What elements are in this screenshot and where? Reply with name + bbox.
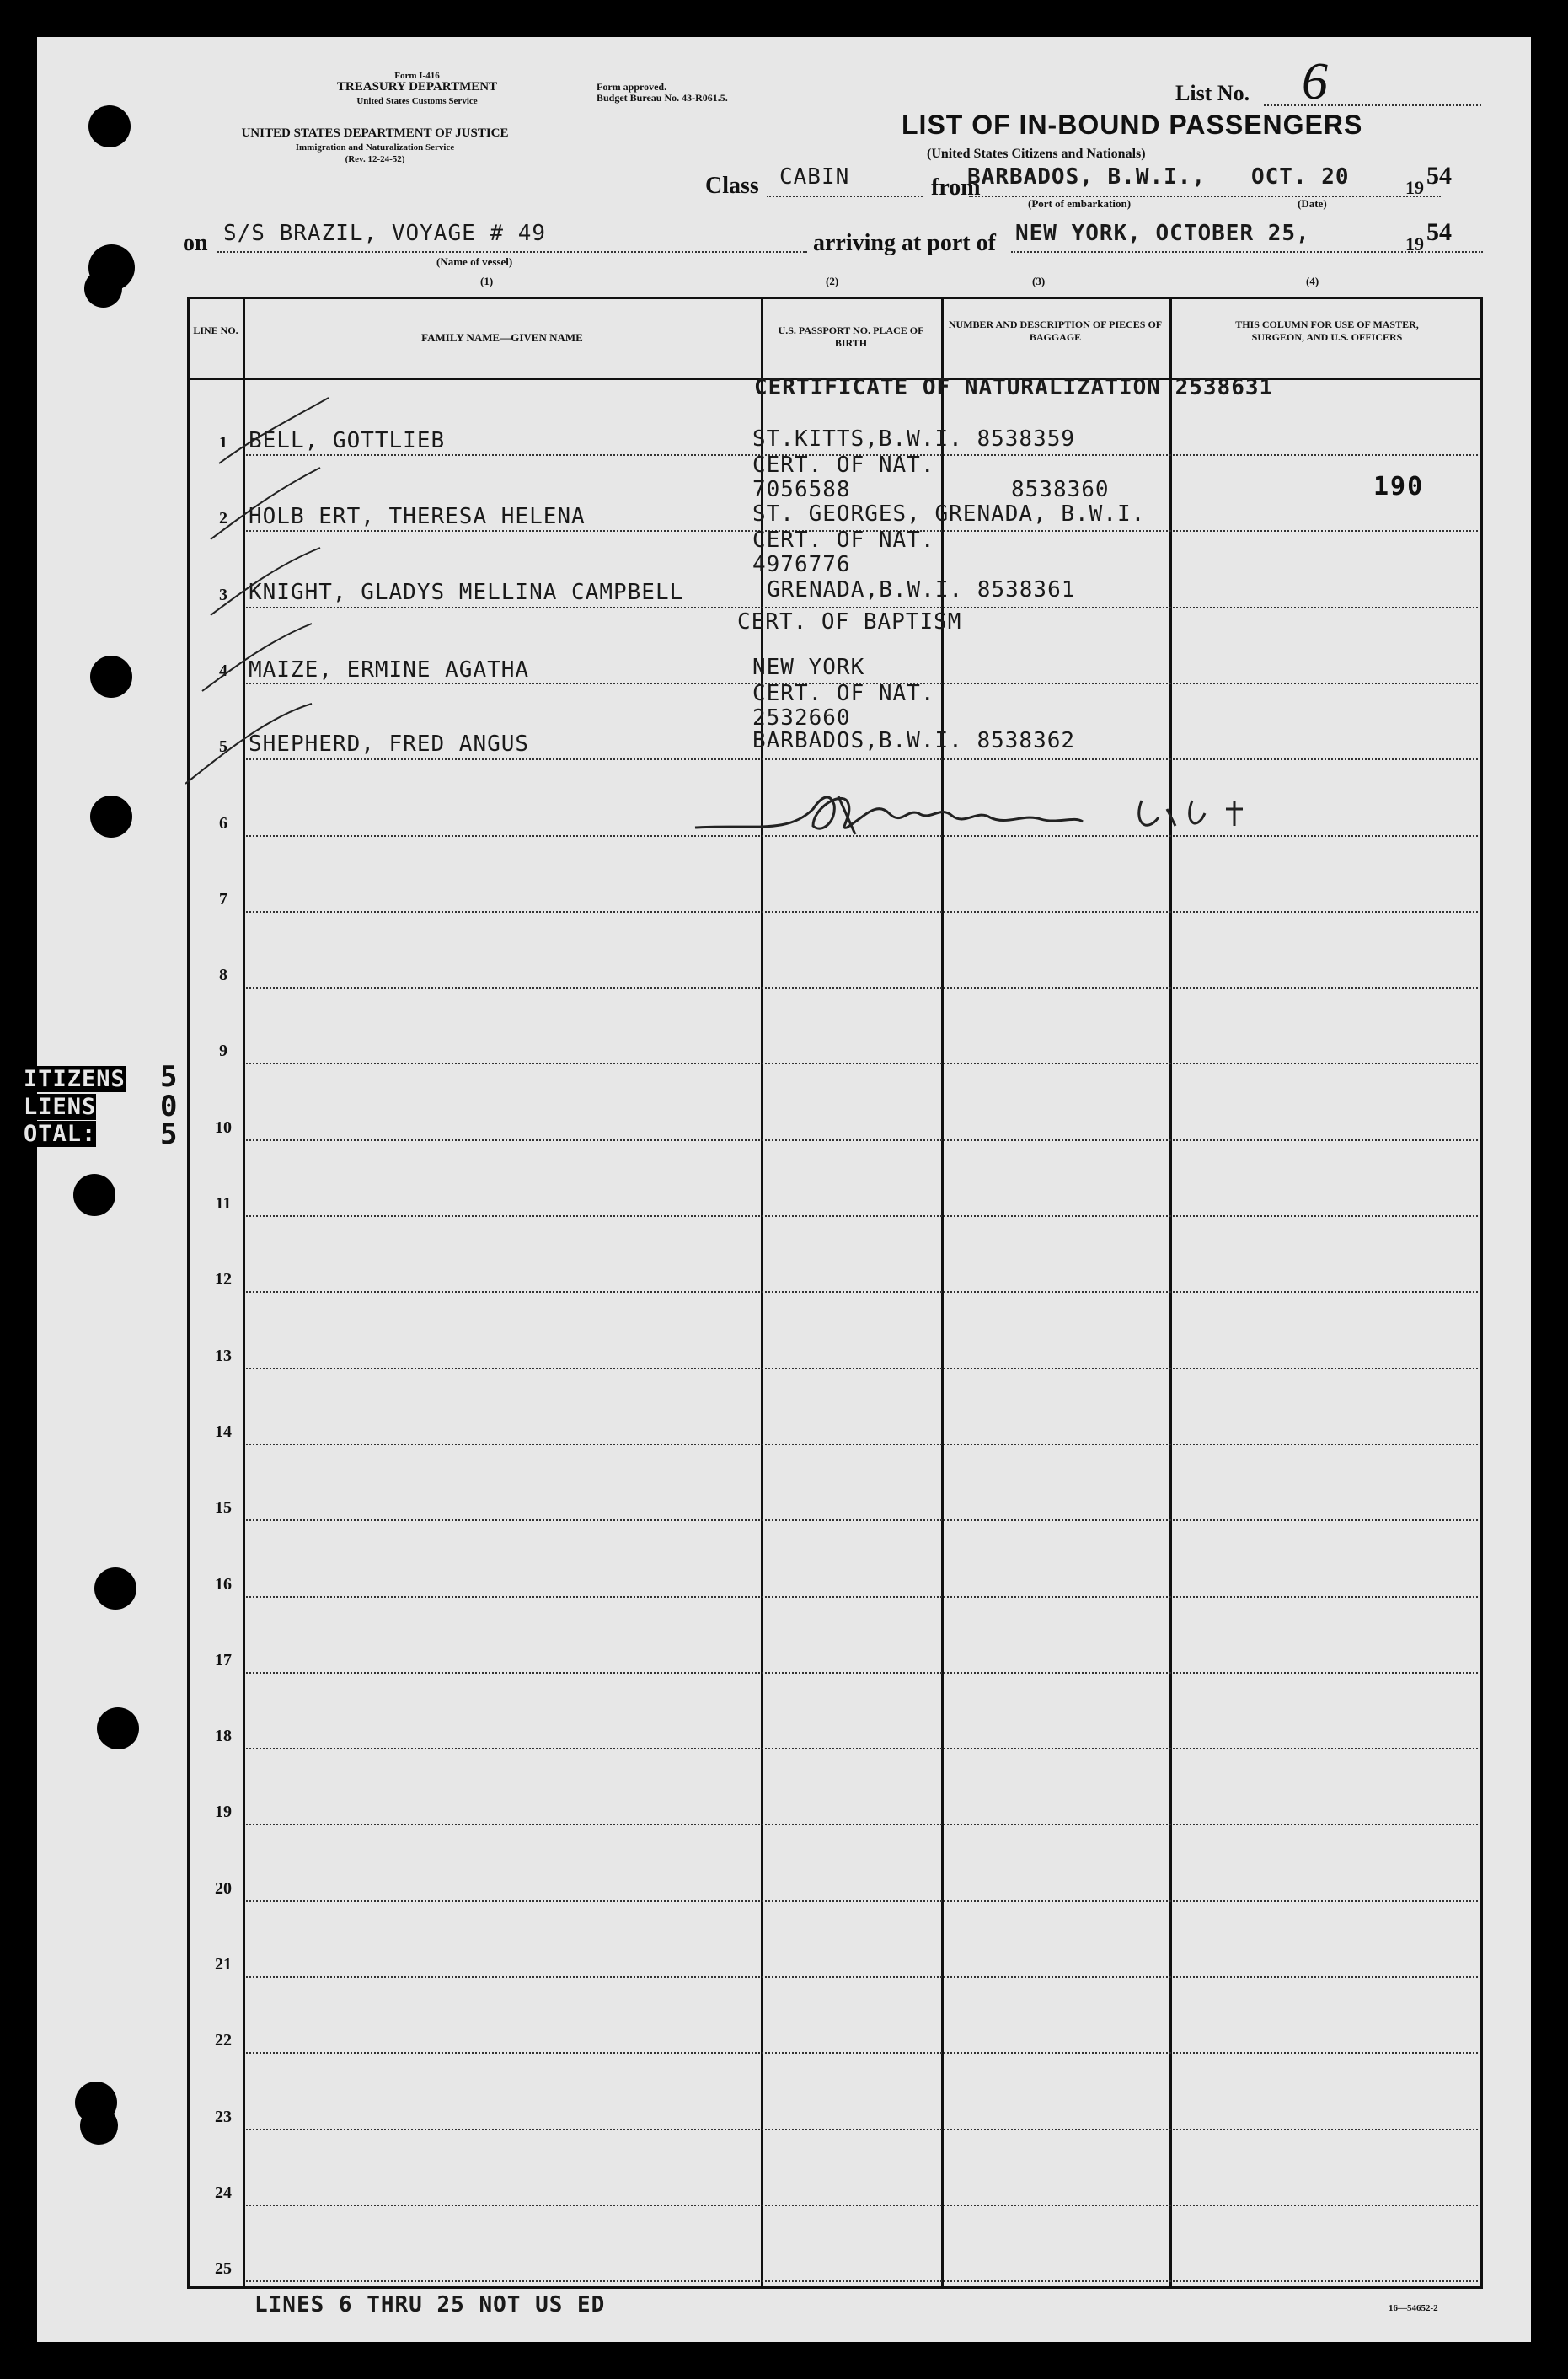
table-top-border (187, 297, 1483, 299)
row-number: 25 (215, 2259, 232, 2279)
row-number: 20 (215, 1878, 232, 1898)
row-separator (246, 987, 1478, 989)
row-4-name: MAIZE, ERMINE AGATHA (249, 657, 530, 683)
row-number: 7 (219, 889, 227, 908)
row-2-passport: ST. GEORGES, GRENADA, B.W.I. (752, 501, 1146, 527)
punch-hole (80, 2107, 118, 2145)
row-separator (246, 1976, 1478, 1978)
budget-bureau: Budget Bureau No. 43-R061.5. (597, 92, 728, 104)
date-caption: (Date) (1298, 197, 1327, 210)
row-3-name: KNIGHT, GLADYS MELLINA CAMPBELL (249, 580, 684, 605)
row-5-passport: BARBADOS,B.W.I. 8538362 (752, 728, 1076, 753)
row-number: 17 (215, 1650, 232, 1669)
table-right-border (1480, 297, 1483, 2289)
row-number: 1 (219, 433, 227, 452)
class-line (767, 196, 923, 197)
row-number: 24 (215, 2183, 232, 2202)
row-number: 14 (215, 1422, 232, 1441)
officer-signature (687, 775, 1327, 851)
total-label: OTAL: (24, 1121, 97, 1147)
row-5-name: SHEPHERD, FRED ANGUS (249, 731, 530, 757)
treasury-department: TREASURY DEPARTMENT (336, 80, 498, 94)
table-bottom-border (187, 2286, 1483, 2289)
year-prefix-1: 19 (1405, 177, 1424, 198)
row-1-passport: ST.KITTS,B.W.I. 8538359 (752, 426, 1076, 452)
citizens-count: 5 (160, 1060, 178, 1094)
row-number: 4 (219, 661, 227, 680)
col-header-passport: U.S. PASSPORT NO. PLACE OF BIRTH (778, 324, 924, 349)
row-4-passport: NEW YORK (752, 655, 865, 680)
row-3-cert: CERT. OF BAPTISM (737, 609, 962, 635)
row-separator (246, 2129, 1478, 2130)
col-header-name: FAMILY NAME—GIVEN NAME (421, 331, 583, 344)
row-number: 10 (215, 1117, 232, 1137)
row-separator (246, 2052, 1478, 2054)
punch-hole (88, 105, 131, 147)
row-4-cert: CERT. OF NAT. (752, 681, 935, 706)
row-number: 8 (219, 966, 227, 985)
certificate-note: CERTIFICATE OF NATURALIZATION 2538631 (754, 375, 1274, 400)
form-number: Form I-416 (394, 71, 440, 81)
from-label: from (931, 174, 981, 201)
row-separator (246, 1139, 1478, 1141)
aliens-label: LIENS (24, 1094, 97, 1120)
row-1-name: BELL, GOTTLIEB (249, 428, 446, 453)
caption-4: (4) (1306, 275, 1319, 287)
row-number: 18 (215, 1727, 232, 1746)
row-separator (246, 607, 1478, 608)
vessel-line (217, 251, 807, 253)
row-1-cert: CERT. OF NAT. (752, 453, 935, 478)
caption-3: (3) (1032, 275, 1046, 287)
row-separator (246, 2205, 1478, 2206)
arrival-port: NEW YORK, OCTOBER 25, (1015, 221, 1310, 246)
col-header-line-no: LINE NO. (193, 324, 238, 336)
page-title: LIST OF IN-BOUND PASSENGERS (902, 110, 1363, 140)
row-2-cert: CERT. OF NAT. (752, 528, 935, 553)
embarkation-caption: (Port of embarkation) (1028, 197, 1132, 210)
row-number: 2 (219, 509, 227, 528)
year-value-1: 54 (1426, 162, 1452, 190)
page-subtitle: (United States Citizens and Nationals) (927, 147, 1146, 161)
officer-mark: 190 (1373, 472, 1425, 501)
row-separator (246, 1672, 1478, 1674)
vessel-name: S/S BRAZIL, VOYAGE # 49 (223, 221, 547, 246)
justice-department: UNITED STATES DEPARTMENT OF JUSTICE (241, 126, 509, 140)
row-number: 9 (219, 1042, 227, 1061)
total-count: 5 (160, 1117, 178, 1151)
row-number: 13 (215, 1346, 232, 1365)
punch-hole (90, 796, 132, 838)
year-prefix-2: 19 (1405, 233, 1424, 255)
form-approved: Form approved. (597, 81, 667, 93)
punch-hole (97, 1707, 139, 1749)
customs-service: United States Customs Service (356, 96, 478, 106)
row-1-cert-no: 7056588 (752, 477, 851, 502)
row-number: 12 (215, 1270, 232, 1289)
row-number: 6 (219, 813, 227, 833)
aliens-count: 0 (160, 1090, 178, 1123)
row-4-cert-no: 2532660 (752, 705, 851, 731)
row-3-passport: GRENADA,B.W.I. 8538361 (767, 577, 1076, 603)
row-separator (246, 1596, 1478, 1598)
row-separator (246, 1444, 1478, 1445)
ins-service: Immigration and Naturalization Service (295, 142, 455, 153)
caption-1: (1) (480, 275, 494, 287)
footer-code: 16—54652-2 (1389, 2303, 1438, 2313)
row-number: 11 (215, 1194, 232, 1213)
row-number: 5 (219, 737, 227, 757)
row-number: 19 (215, 1803, 232, 1822)
row-separator (246, 911, 1478, 913)
row-separator (246, 1368, 1478, 1369)
col-header-officers: THIS COLUMN FOR USE OF MASTER, SURGEON, AND U.S. OFFICERS (1235, 319, 1419, 343)
year-value-2: 54 (1426, 218, 1452, 246)
row-separator (246, 1063, 1478, 1064)
embarkation-date: OCT. 20 (1251, 164, 1350, 190)
vessel-caption: (Name of vessel) (436, 255, 513, 268)
list-number-label: List No. (1175, 81, 1250, 105)
row-number: 15 (215, 1498, 232, 1518)
punch-hole (94, 1567, 136, 1610)
row-separator (246, 2280, 1478, 2282)
row-separator (246, 1519, 1478, 1521)
arriving-label: arriving at port of (813, 230, 996, 256)
punch-hole (73, 1174, 115, 1216)
row-separator (246, 1900, 1478, 1902)
row-number: 21 (215, 1955, 232, 1974)
row-separator (246, 758, 1478, 760)
row-2-cert-no: 4976776 (752, 552, 851, 577)
revision-date: (Rev. 12-24-52) (345, 154, 405, 164)
row-separator (246, 1215, 1478, 1217)
check-marks (169, 388, 354, 792)
list-number-line (1264, 104, 1481, 106)
row-separator (246, 1291, 1478, 1293)
class-label: Class (705, 173, 759, 199)
row-number: 3 (219, 585, 227, 604)
caption-2: (2) (826, 275, 839, 287)
port-of-embarkation: BARBADOS, B.W.I., (967, 164, 1207, 190)
row-number: 22 (215, 2031, 232, 2050)
row-1-extra: 8538360 (1011, 477, 1110, 502)
row-separator (246, 1824, 1478, 1825)
citizens-label: ITIZENS (24, 1066, 126, 1092)
footer-note: LINES 6 THRU 25 NOT US ED (254, 2292, 606, 2317)
class-value: CABIN (779, 164, 850, 190)
row-number: 16 (215, 1574, 232, 1594)
row-2-name: HOLB ERT, THERESA HELENA (249, 504, 586, 529)
punch-hole (90, 656, 132, 698)
list-number-value: 6 (1302, 53, 1328, 110)
punch-hole (84, 270, 122, 308)
col-header-baggage: NUMBER AND DESCRIPTION OF PIECES OF BAGGAGE (948, 319, 1163, 343)
row-number: 23 (215, 2107, 232, 2126)
row-separator (246, 1748, 1478, 1749)
on-label: on (183, 230, 208, 256)
